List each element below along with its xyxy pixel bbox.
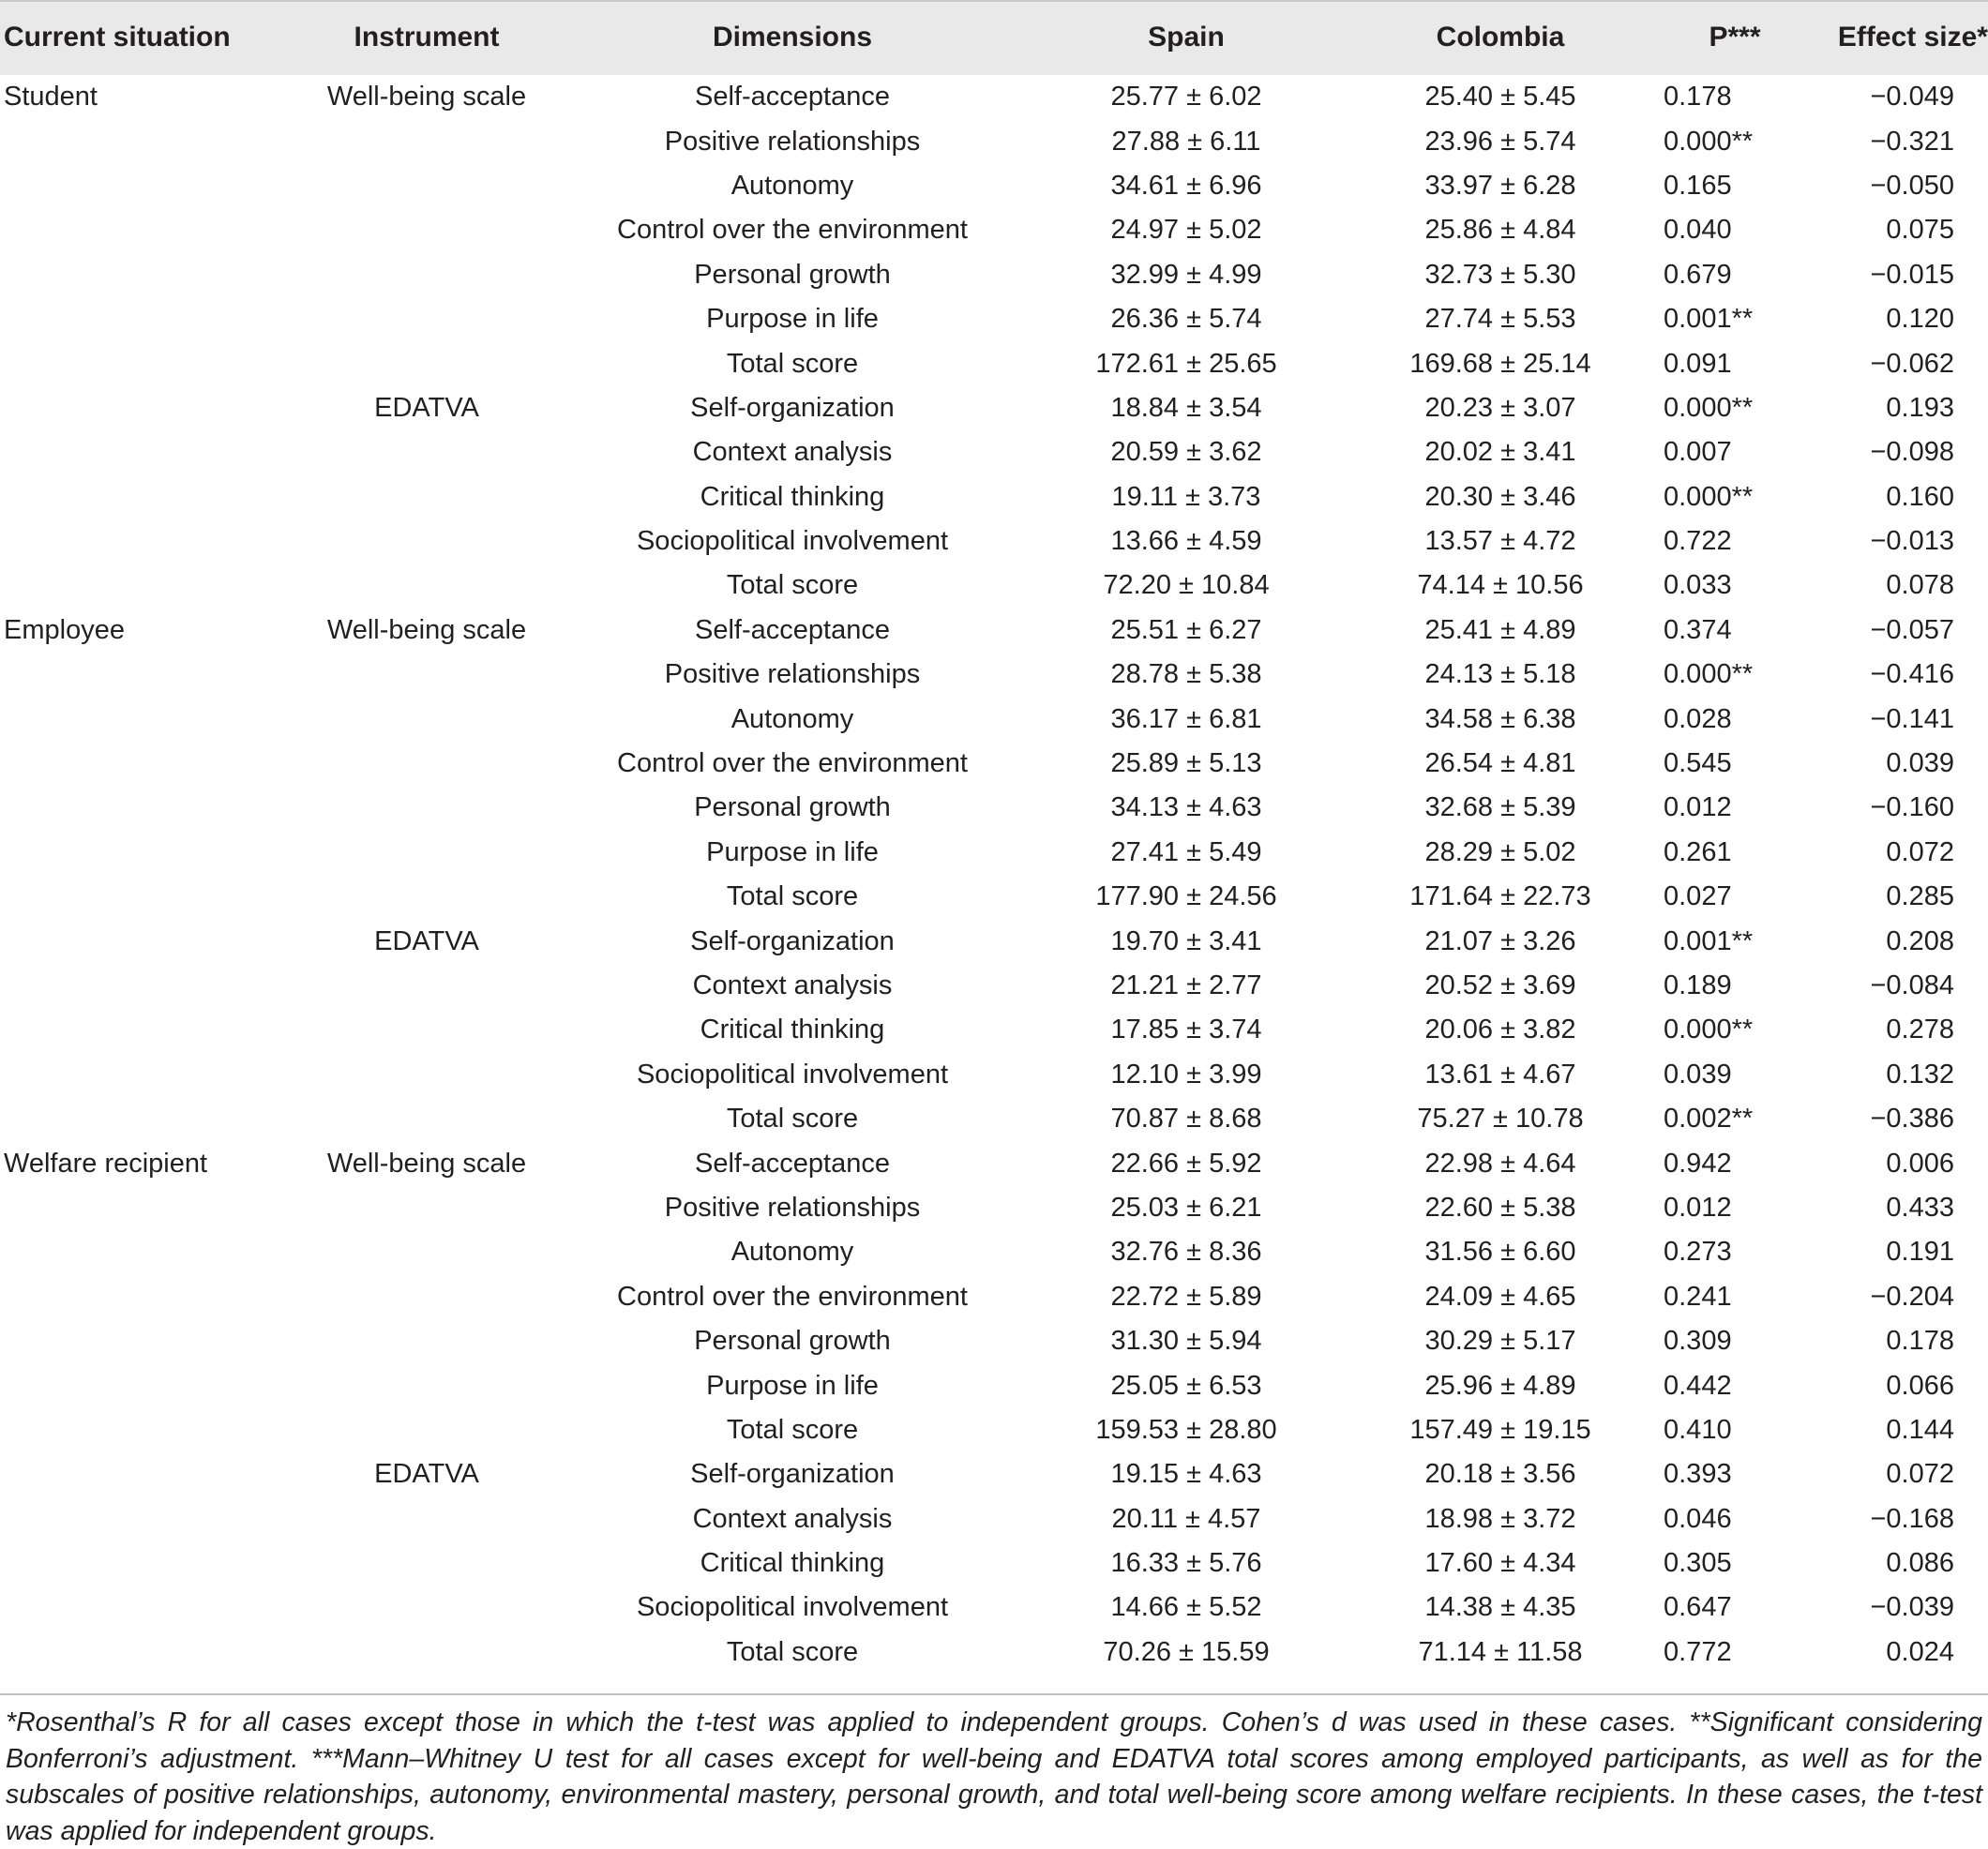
table-bottom-rule <box>0 1693 1988 1695</box>
cell-instrument <box>281 1230 572 1274</box>
header-current-situation: Current situation <box>4 22 231 53</box>
cell-dimension: Autonomy <box>730 170 854 201</box>
cell-current-situation <box>0 386 281 430</box>
cell-colombia: 33.97 ± 6.28 <box>1424 170 1576 201</box>
cell-dimension: Critical thinking <box>700 1015 885 1045</box>
table-row <box>0 1319 1988 1363</box>
cell-current-situation <box>0 1452 281 1496</box>
cell-colombia: 71.14 ± 11.58 <box>1418 1636 1583 1667</box>
cell-p-value: 0.001** <box>1664 304 1754 335</box>
header-spain: Spain <box>1148 22 1225 53</box>
cell-p-value: 0.040 <box>1664 215 1732 246</box>
cell-effect-size: 0.024 <box>1886 1636 1954 1667</box>
cell-colombia: 30.29 ± 5.17 <box>1424 1326 1576 1357</box>
cell-current-situation <box>0 164 281 208</box>
cell-p-value: 0.046 <box>1664 1503 1732 1534</box>
cell-colombia: 32.68 ± 5.39 <box>1424 792 1576 823</box>
cell-dimension: Positive relationships <box>664 1192 921 1223</box>
table-row <box>0 475 1988 519</box>
cell-instrument <box>281 1541 572 1586</box>
cell-p-value: 0.393 <box>1664 1459 1732 1490</box>
header-dimensions: Dimensions <box>712 22 873 53</box>
cell-colombia: 169.68 ± 25.14 <box>1409 348 1591 379</box>
cell-colombia: 31.56 ± 6.60 <box>1424 1237 1576 1268</box>
cell-p-value: 0.000** <box>1664 126 1754 157</box>
cell-dimension: Total score <box>726 570 859 601</box>
cell-instrument <box>281 1408 572 1452</box>
cell-current-situation <box>0 919 281 963</box>
cell-effect-size: 0.075 <box>1886 215 1954 246</box>
cell-current-situation <box>0 341 281 385</box>
cell-dimension: Self-organization <box>690 925 895 956</box>
cell-effect-size: 0.193 <box>1886 392 1954 423</box>
cell-dimension: Critical thinking <box>700 481 885 512</box>
table-row <box>0 1141 1988 1185</box>
cell-current-situation <box>0 1541 281 1586</box>
cell-effect-size: 0.006 <box>1886 1148 1954 1179</box>
cell-effect-size: 0.078 <box>1886 570 1954 601</box>
cell-spain: 32.76 ± 8.36 <box>1110 1237 1262 1268</box>
cell-spain: 17.85 ± 3.74 <box>1110 1015 1262 1045</box>
table-row <box>0 1541 1988 1586</box>
cell-instrument <box>281 697 572 741</box>
cell-colombia: 32.73 ± 5.30 <box>1424 259 1576 290</box>
cell-current-situation <box>0 831 281 875</box>
cell-dimension: Self-organization <box>690 392 895 423</box>
cell-instrument <box>281 1186 572 1230</box>
cell-spain: 159.53 ± 28.80 <box>1095 1414 1277 1445</box>
cell-effect-size: 0.072 <box>1886 1459 1954 1490</box>
cell-instrument <box>281 964 572 1008</box>
cell-dimension: Sociopolitical involvement <box>636 1059 949 1090</box>
table-row <box>0 1008 1988 1052</box>
cell-colombia: 24.13 ± 5.18 <box>1424 659 1576 690</box>
cell-effect-size: −0.015 <box>1870 259 1954 290</box>
cell-instrument: Well-being scale <box>326 614 527 645</box>
cell-effect-size: 0.144 <box>1886 1414 1954 1445</box>
cell-colombia: 23.96 ± 5.74 <box>1424 126 1576 157</box>
table-row <box>0 609 1988 653</box>
cell-current-situation <box>0 786 281 830</box>
cell-current-situation <box>0 297 281 341</box>
cell-p-value: 0.647 <box>1664 1592 1732 1623</box>
cell-spain: 12.10 ± 3.99 <box>1110 1059 1262 1090</box>
cell-effect-size: −0.049 <box>1870 82 1954 113</box>
cell-dimension: Purpose in life <box>706 304 879 335</box>
cell-effect-size: −0.160 <box>1870 792 1954 823</box>
cell-colombia: 22.60 ± 5.38 <box>1424 1192 1576 1223</box>
cell-instrument <box>281 875 572 919</box>
cell-dimension: Self-acceptance <box>695 1148 890 1179</box>
header-effect-size: Effect size* <box>1837 22 1988 53</box>
table-row <box>0 875 1988 919</box>
cell-spain: 22.66 ± 5.92 <box>1110 1148 1262 1179</box>
cell-spain: 14.66 ± 5.52 <box>1110 1592 1262 1623</box>
cell-p-value: 0.001** <box>1664 925 1754 956</box>
cell-instrument <box>281 831 572 875</box>
cell-spain: 25.05 ± 6.53 <box>1110 1370 1262 1401</box>
table-row <box>0 1275 1988 1319</box>
cell-colombia: 24.09 ± 4.65 <box>1424 1281 1576 1312</box>
header-instrument: Instrument <box>354 22 500 53</box>
cell-instrument <box>281 742 572 786</box>
cell-colombia: 20.23 ± 3.07 <box>1424 392 1576 423</box>
cell-p-value: 0.273 <box>1664 1237 1732 1268</box>
cell-effect-size: 0.066 <box>1886 1370 1954 1401</box>
cell-colombia: 20.30 ± 3.46 <box>1424 481 1576 512</box>
cell-spain: 24.97 ± 5.02 <box>1110 215 1262 246</box>
cell-dimension: Self-acceptance <box>695 82 890 113</box>
cell-spain: 21.21 ± 2.77 <box>1110 970 1262 1000</box>
cell-effect-size: 0.160 <box>1886 481 1954 512</box>
cell-dimension: Total score <box>726 1636 859 1667</box>
cell-current-situation <box>0 1319 281 1363</box>
cell-p-value: 0.241 <box>1664 1281 1732 1312</box>
header-p-value: P*** <box>1709 22 1761 53</box>
cell-effect-size: −0.039 <box>1870 1592 1954 1623</box>
table-row <box>0 164 1988 208</box>
cell-p-value: 0.679 <box>1664 259 1732 290</box>
cell-p-value: 0.028 <box>1664 703 1732 734</box>
cell-colombia: 14.38 ± 4.35 <box>1424 1592 1576 1623</box>
table-row <box>0 742 1988 786</box>
table-row <box>0 697 1988 741</box>
cell-p-value: 0.442 <box>1664 1370 1732 1401</box>
cell-instrument <box>281 430 572 474</box>
cell-p-value: 0.012 <box>1664 792 1732 823</box>
cell-dimension: Personal growth <box>694 259 891 290</box>
table-row <box>0 1230 1988 1274</box>
table-row <box>0 119 1988 163</box>
cell-current-situation <box>0 964 281 1008</box>
cell-instrument: Well-being scale <box>326 82 527 113</box>
cell-dimension: Total score <box>726 1104 859 1135</box>
cell-current-situation: Welfare recipient <box>4 1148 208 1179</box>
cell-current-situation <box>0 1275 281 1319</box>
cell-instrument <box>281 1586 572 1630</box>
cell-current-situation <box>0 1186 281 1230</box>
table-footnote: *Rosenthal’s R for all cases except those in which the t-test was applied to independent groups. Cohen’s d was used in these cases. **Significant considering Bonferroni’s adjustment. ***Mann–Whitney U test for all cases except for well-being and EDATVA total scores among employed participants, as well as for the subscales of positive relationships, autonomy, environmental mastery, personal growth, and total well-being score among welfare recipients. In these cases, the t-test was applied for independent groups. <box>6 1707 1982 1846</box>
cell-spain: 25.77 ± 6.02 <box>1110 82 1262 113</box>
cell-colombia: 25.40 ± 5.45 <box>1424 82 1576 113</box>
cell-current-situation <box>0 564 281 608</box>
cell-p-value: 0.165 <box>1664 170 1732 201</box>
cell-colombia: 17.60 ± 4.34 <box>1424 1548 1576 1579</box>
cell-spain: 20.11 ± 4.57 <box>1111 1503 1261 1534</box>
cell-spain: 19.15 ± 4.63 <box>1110 1459 1262 1490</box>
cell-colombia: 20.18 ± 3.56 <box>1424 1459 1576 1490</box>
cell-dimension: Sociopolitical involvement <box>636 526 949 557</box>
cell-colombia: 25.96 ± 4.89 <box>1424 1370 1576 1401</box>
cell-spain: 16.33 ± 5.76 <box>1110 1548 1262 1579</box>
cell-spain: 26.36 ± 5.74 <box>1110 304 1262 335</box>
cell-p-value: 0.545 <box>1664 748 1732 779</box>
table-row <box>0 386 1988 430</box>
table-row <box>0 75 1988 119</box>
cell-spain: 177.90 ± 24.56 <box>1095 881 1277 912</box>
cell-current-situation <box>0 742 281 786</box>
cell-instrument <box>281 1631 572 1675</box>
cell-instrument: EDATVA <box>374 1459 479 1490</box>
cell-instrument <box>281 1097 572 1141</box>
cell-p-value: 0.002** <box>1664 1104 1754 1135</box>
cell-instrument <box>281 1053 572 1097</box>
cell-effect-size: −0.141 <box>1870 703 1954 734</box>
cell-effect-size: −0.098 <box>1870 437 1954 468</box>
cell-spain: 22.72 ± 5.89 <box>1110 1281 1262 1312</box>
cell-spain: 18.84 ± 3.54 <box>1110 392 1262 423</box>
cell-p-value: 0.410 <box>1664 1414 1732 1445</box>
cell-dimension: Positive relationships <box>664 126 921 157</box>
cell-instrument: EDATVA <box>374 925 479 956</box>
cell-instrument: EDATVA <box>374 392 479 423</box>
cell-spain: 19.11 ± 3.73 <box>1111 481 1261 512</box>
cell-dimension: Purpose in life <box>706 836 879 867</box>
cell-colombia: 74.14 ± 10.56 <box>1417 570 1584 601</box>
cell-effect-size: 0.191 <box>1886 1237 1954 1268</box>
cell-colombia: 28.29 ± 5.02 <box>1424 836 1576 867</box>
cell-p-value: 0.007 <box>1664 437 1732 468</box>
cell-colombia: 13.61 ± 4.67 <box>1424 1059 1576 1090</box>
table-row <box>0 1363 1988 1407</box>
cell-colombia: 22.98 ± 4.64 <box>1424 1148 1576 1179</box>
cell-spain: 36.17 ± 6.81 <box>1110 703 1262 734</box>
cell-dimension: Personal growth <box>694 792 891 823</box>
table-row <box>0 964 1988 1008</box>
cell-current-situation <box>0 875 281 919</box>
cell-instrument <box>281 519 572 564</box>
cell-dimension: Self-organization <box>690 1459 895 1490</box>
table-row <box>0 208 1988 252</box>
cell-spain: 70.87 ± 8.68 <box>1110 1104 1262 1135</box>
table-row <box>0 1497 1988 1541</box>
cell-colombia: 20.06 ± 3.82 <box>1424 1015 1576 1045</box>
cell-effect-size: 0.120 <box>1886 304 1954 335</box>
cell-dimension: Control over the environment <box>617 215 968 246</box>
cell-current-situation <box>0 653 281 697</box>
table-row <box>0 1586 1988 1630</box>
cell-p-value: 0.027 <box>1664 881 1732 912</box>
cell-current-situation: Student <box>4 82 98 113</box>
cell-effect-size: 0.072 <box>1886 836 1954 867</box>
cell-colombia: 21.07 ± 3.26 <box>1424 925 1576 956</box>
cell-spain: 25.51 ± 6.27 <box>1110 614 1262 645</box>
table-row <box>0 1408 1988 1452</box>
cell-current-situation <box>0 1230 281 1274</box>
cell-spain: 25.03 ± 6.21 <box>1110 1192 1262 1223</box>
cell-p-value: 0.000** <box>1664 392 1754 423</box>
cell-spain: 172.61 ± 25.65 <box>1095 348 1277 379</box>
cell-spain: 70.26 ± 15.59 <box>1103 1636 1270 1667</box>
cell-dimension: Context analysis <box>692 970 893 1000</box>
cell-p-value: 0.942 <box>1664 1148 1732 1179</box>
cell-p-value: 0.722 <box>1664 526 1732 557</box>
cell-p-value: 0.012 <box>1664 1192 1732 1223</box>
cell-dimension: Autonomy <box>730 1237 854 1268</box>
cell-p-value: 0.000** <box>1664 1015 1754 1045</box>
header-colombia: Colombia <box>1436 22 1565 53</box>
cell-dimension: Sociopolitical involvement <box>636 1592 949 1623</box>
cell-dimension: Total score <box>726 348 859 379</box>
cell-instrument <box>281 1319 572 1363</box>
cell-instrument <box>281 253 572 297</box>
cell-instrument <box>281 1008 572 1052</box>
table-row <box>0 341 1988 385</box>
cell-instrument <box>281 1363 572 1407</box>
cell-effect-size: −0.013 <box>1870 526 1954 557</box>
cell-spain: 31.30 ± 5.94 <box>1110 1326 1262 1357</box>
cell-instrument: Well-being scale <box>326 1148 527 1179</box>
table-body <box>0 75 1988 1675</box>
table-row <box>0 297 1988 341</box>
cell-effect-size: 0.039 <box>1886 748 1954 779</box>
cell-current-situation <box>0 1408 281 1452</box>
cell-p-value: 0.261 <box>1664 836 1732 867</box>
cell-spain: 25.89 ± 5.13 <box>1110 748 1262 779</box>
cell-colombia: 27.74 ± 5.53 <box>1424 304 1576 335</box>
cell-current-situation <box>0 1053 281 1097</box>
table-row <box>0 1631 1988 1675</box>
cell-p-value: 0.772 <box>1664 1636 1732 1667</box>
cell-colombia: 75.27 ± 10.78 <box>1417 1104 1584 1135</box>
cell-instrument <box>281 164 572 208</box>
cell-current-situation <box>0 1097 281 1141</box>
cell-effect-size: 0.132 <box>1886 1059 1954 1090</box>
cell-current-situation <box>0 1631 281 1675</box>
cell-colombia: 18.98 ± 3.72 <box>1424 1503 1576 1534</box>
cell-effect-size: −0.062 <box>1870 348 1954 379</box>
cell-instrument <box>281 564 572 608</box>
cell-dimension: Positive relationships <box>664 659 921 690</box>
cell-instrument <box>281 119 572 163</box>
cell-spain: 27.41 ± 5.49 <box>1110 836 1262 867</box>
cell-instrument <box>281 1497 572 1541</box>
cell-effect-size: −0.204 <box>1870 1281 1954 1312</box>
cell-current-situation <box>0 475 281 519</box>
cell-dimension: Total score <box>726 881 859 912</box>
cell-current-situation <box>0 1008 281 1052</box>
cell-p-value: 0.374 <box>1664 614 1732 645</box>
cell-instrument <box>281 653 572 697</box>
cell-dimension: Self-acceptance <box>695 614 890 645</box>
cell-effect-size: 0.178 <box>1886 1326 1954 1357</box>
cell-p-value: 0.189 <box>1664 970 1732 1000</box>
cell-spain: 32.99 ± 4.99 <box>1110 259 1262 290</box>
table-row <box>0 564 1988 608</box>
table-row <box>0 1452 1988 1496</box>
cell-instrument <box>281 475 572 519</box>
cell-colombia: 20.02 ± 3.41 <box>1424 437 1576 468</box>
cell-colombia: 20.52 ± 3.69 <box>1424 970 1576 1000</box>
cell-effect-size: −0.386 <box>1870 1104 1954 1135</box>
cell-dimension: Total score <box>726 1414 859 1445</box>
cell-colombia: 13.57 ± 4.72 <box>1424 526 1576 557</box>
cell-p-value: 0.309 <box>1664 1326 1732 1357</box>
cell-effect-size: −0.084 <box>1870 970 1954 1000</box>
cell-dimension: Critical thinking <box>700 1548 885 1579</box>
cell-colombia: 26.54 ± 4.81 <box>1424 748 1576 779</box>
cell-effect-size: −0.057 <box>1870 614 1954 645</box>
cell-current-situation <box>0 697 281 741</box>
table-row <box>0 1053 1988 1097</box>
cell-current-situation <box>0 430 281 474</box>
cell-dimension: Autonomy <box>730 703 854 734</box>
cell-p-value: 0.305 <box>1664 1548 1732 1579</box>
cell-dimension: Control over the environment <box>617 748 968 779</box>
cell-spain: 28.78 ± 5.38 <box>1110 659 1262 690</box>
table-row <box>0 919 1988 963</box>
cell-effect-size: 0.086 <box>1886 1548 1954 1579</box>
cell-current-situation <box>0 208 281 252</box>
cell-current-situation <box>0 119 281 163</box>
table-row <box>0 253 1988 297</box>
cell-dimension: Context analysis <box>692 437 893 468</box>
cell-dimension: Purpose in life <box>706 1370 879 1401</box>
cell-instrument <box>281 341 572 385</box>
cell-instrument <box>281 786 572 830</box>
cell-dimension: Context analysis <box>692 1503 893 1534</box>
cell-dimension: Personal growth <box>694 1326 891 1357</box>
cell-effect-size: −0.168 <box>1870 1503 1954 1534</box>
cell-p-value: 0.039 <box>1664 1059 1732 1090</box>
cell-instrument <box>281 297 572 341</box>
cell-colombia: 25.86 ± 4.84 <box>1424 215 1576 246</box>
cell-current-situation <box>0 1586 281 1630</box>
cell-current-situation <box>0 1497 281 1541</box>
cell-spain: 19.70 ± 3.41 <box>1110 925 1262 956</box>
cell-instrument <box>281 1275 572 1319</box>
cell-spain: 34.13 ± 4.63 <box>1110 792 1262 823</box>
cell-current-situation <box>0 1363 281 1407</box>
table-row <box>0 786 1988 830</box>
cell-spain: 72.20 ± 10.84 <box>1103 570 1270 601</box>
table-row <box>0 653 1988 697</box>
table-header-row <box>0 0 1988 75</box>
cell-current-situation <box>0 253 281 297</box>
cell-dimension: Control over the environment <box>617 1281 968 1312</box>
cell-effect-size: 0.278 <box>1886 1015 1954 1045</box>
cell-effect-size: −0.416 <box>1870 659 1954 690</box>
cell-colombia: 171.64 ± 22.73 <box>1409 881 1591 912</box>
cell-spain: 20.59 ± 3.62 <box>1110 437 1262 468</box>
cell-effect-size: −0.050 <box>1870 170 1954 201</box>
cell-effect-size: 0.208 <box>1886 925 1954 956</box>
cell-spain: 27.88 ± 6.11 <box>1111 126 1261 157</box>
table-row <box>0 519 1988 564</box>
table-row <box>0 1186 1988 1230</box>
cell-effect-size: −0.321 <box>1870 126 1954 157</box>
cell-spain: 34.61 ± 6.96 <box>1110 170 1262 201</box>
cell-p-value: 0.033 <box>1664 570 1732 601</box>
cell-p-value: 0.178 <box>1664 82 1732 113</box>
cell-current-situation <box>0 519 281 564</box>
cell-effect-size: 0.285 <box>1886 881 1954 912</box>
table-row <box>0 831 1988 875</box>
cell-colombia: 34.58 ± 6.38 <box>1424 703 1576 734</box>
table-row <box>0 430 1988 474</box>
cell-p-value: 0.091 <box>1664 348 1732 379</box>
cell-effect-size: 0.433 <box>1886 1192 1954 1223</box>
cell-p-value: 0.000** <box>1664 659 1754 690</box>
cell-current-situation: Employee <box>4 614 125 645</box>
cell-colombia: 157.49 ± 19.15 <box>1409 1414 1591 1445</box>
cell-p-value: 0.000** <box>1664 481 1754 512</box>
table-row <box>0 1097 1988 1141</box>
cell-instrument <box>281 208 572 252</box>
cell-spain: 13.66 ± 4.59 <box>1110 526 1262 557</box>
cell-colombia: 25.41 ± 4.89 <box>1424 614 1576 645</box>
